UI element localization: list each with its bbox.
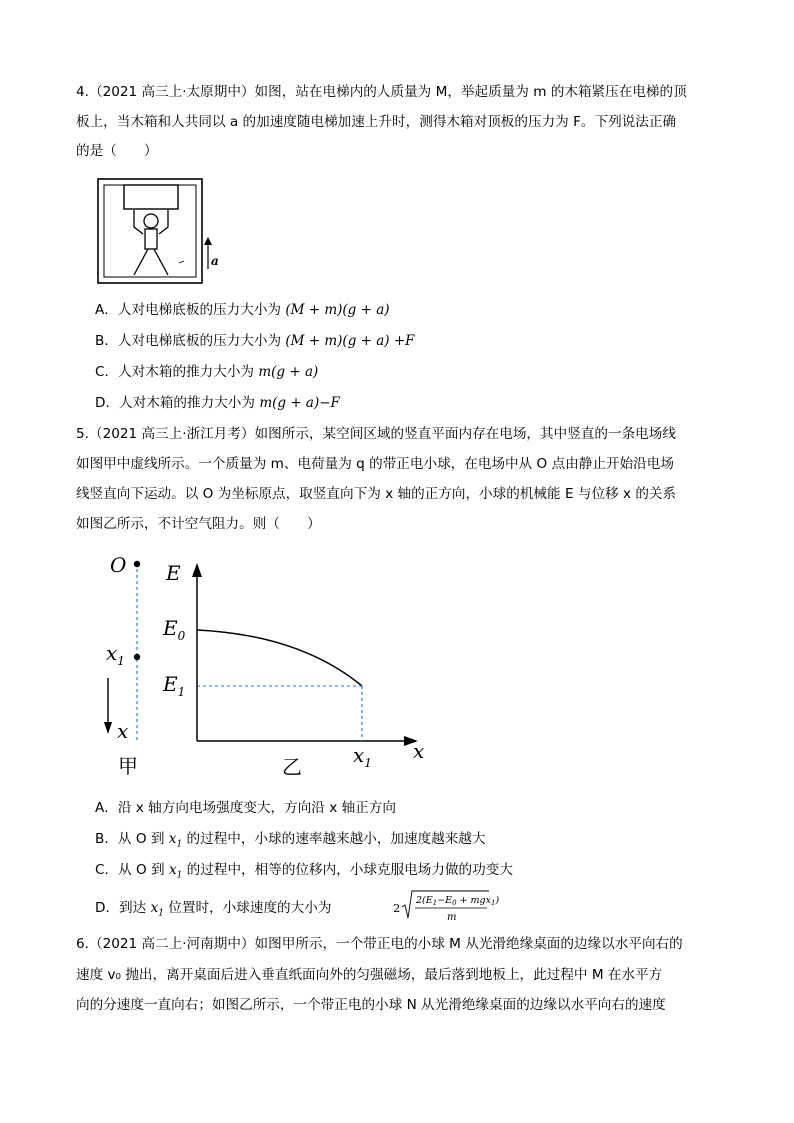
label-e: E bbox=[166, 561, 181, 585]
label-x-axis: x bbox=[413, 739, 425, 763]
q4-option-a-formula: (M + m)(g + a) bbox=[285, 302, 390, 318]
formula-coefficient: 2 bbox=[393, 901, 401, 915]
q5-option-c[interactable]: C．从 O 到 $x_1$ 的过程中，相等的位移内，小球克服电场力做的功变大 bbox=[95, 862, 513, 881]
q4-option-c[interactable]: C．人对木箱的推力大小为 m(g + a) bbox=[95, 364, 319, 380]
q5-stem-line1: 5.（2021 高三上·浙江月考）如图所示，某空间区域的竖直平面内存在电场，其中竖直的一条电场线 bbox=[76, 426, 676, 442]
label-e1: $E_1$ bbox=[163, 672, 186, 699]
q4-option-b-formula: (M + m)(g + a) +F bbox=[285, 333, 415, 349]
acceleration-label: a bbox=[211, 254, 219, 268]
energy-curve bbox=[197, 630, 362, 686]
e-axis-arrow bbox=[192, 563, 202, 577]
q4-option-c-formula: m(g + a) bbox=[258, 364, 319, 380]
caption-jia: 甲 bbox=[118, 754, 138, 778]
label-x1-axis: $x_1$ bbox=[353, 743, 372, 770]
figure-jia bbox=[96, 548, 166, 783]
q6-stem-line2: 速度 v₀ 抛出，离开桌面后进入垂直纸面向外的匀强磁场，最后落到地板上，此过程中 M 在水平方 bbox=[76, 967, 663, 983]
q4-stem-line2: 板上，当木箱和人共同以 a 的加速度随电梯加速上升时，测得木箱对顶板的压力为 F。下列说法正确 bbox=[76, 114, 677, 130]
point-o bbox=[134, 561, 140, 567]
label-x-direction: x bbox=[117, 719, 129, 743]
label-o: O bbox=[110, 553, 127, 577]
formula-numerator: $2(E_1-E_0 + mgx_1)$ bbox=[416, 895, 500, 907]
q4-stem-line1: 4.（2021 高三上·太原期中）如图，站在电梯内的人质量为 M，举起质量为 m 的木箱紧压在电梯的顶 bbox=[76, 84, 687, 100]
figure-yi bbox=[160, 555, 440, 783]
q4-option-d[interactable]: D．人对木箱的推力大小为 m(g + a)−F bbox=[95, 395, 340, 411]
q4-option-b[interactable]: B．人对电梯底板的压力大小为 (M + m)(g + a) +F bbox=[95, 333, 415, 349]
elevator-figure bbox=[96, 177, 226, 287]
q6-stem-line3: 向的分速度一直向右；如图乙所示，一个带正电的小球 N 从光滑绝缘桌面的边缘以水平向右的速度 bbox=[76, 997, 666, 1013]
q4-option-a[interactable]: A．人对电梯底板的压力大小为 (M + m)(g + a) bbox=[95, 302, 390, 318]
q5-option-b[interactable]: B．从 O 到 $x_1$ 的过程中，小球的速率越来越小，加速度越来越大 bbox=[95, 831, 486, 850]
person-head bbox=[144, 214, 158, 228]
q4-stem-line3: 的是（ ） bbox=[76, 143, 158, 159]
caption-yi: 乙 bbox=[282, 755, 302, 779]
label-x1: $x_1$ bbox=[106, 641, 125, 668]
x-direction-arrow-head bbox=[104, 722, 112, 734]
q4-option-d-formula: m(g + a)−F bbox=[259, 395, 340, 411]
q5-option-d[interactable]: D．到达 $x_1$ 位置时，小球速度的大小为 bbox=[95, 900, 332, 919]
q5-stem-line2: 如图甲中虚线所示。一个质量为 m、电荷量为 q 的带正电小球，在电场中从 O 点由静止开始沿电场 bbox=[76, 456, 674, 472]
formula-denominator: m bbox=[447, 912, 457, 923]
q5-stem-line4: 如图乙所示，不计空气阻力。则（ ） bbox=[76, 516, 321, 532]
point-x1 bbox=[134, 654, 140, 660]
acceleration-arrow-head bbox=[204, 237, 212, 245]
q5-stem-line3: 线竖直向下运动。以 O 为坐标原点，取竖直向下为 x 轴的正方向，小球的机械能 E 与位移 x 的关系 bbox=[76, 486, 677, 502]
wooden-box bbox=[124, 185, 178, 209]
floor-mark bbox=[179, 261, 184, 263]
q5-option-d-formula bbox=[393, 888, 500, 928]
label-e0: $E_0$ bbox=[163, 616, 186, 643]
q5-option-a[interactable]: A．沿 x 轴方向电场强度变大，方向沿 x 轴正方向 bbox=[95, 800, 396, 816]
q6-stem-line1: 6.（2021 高二上·河南期中）如图甲所示，一个带正电的小球 M 从光滑绝缘桌面的边缘以水平向右的 bbox=[76, 936, 683, 952]
